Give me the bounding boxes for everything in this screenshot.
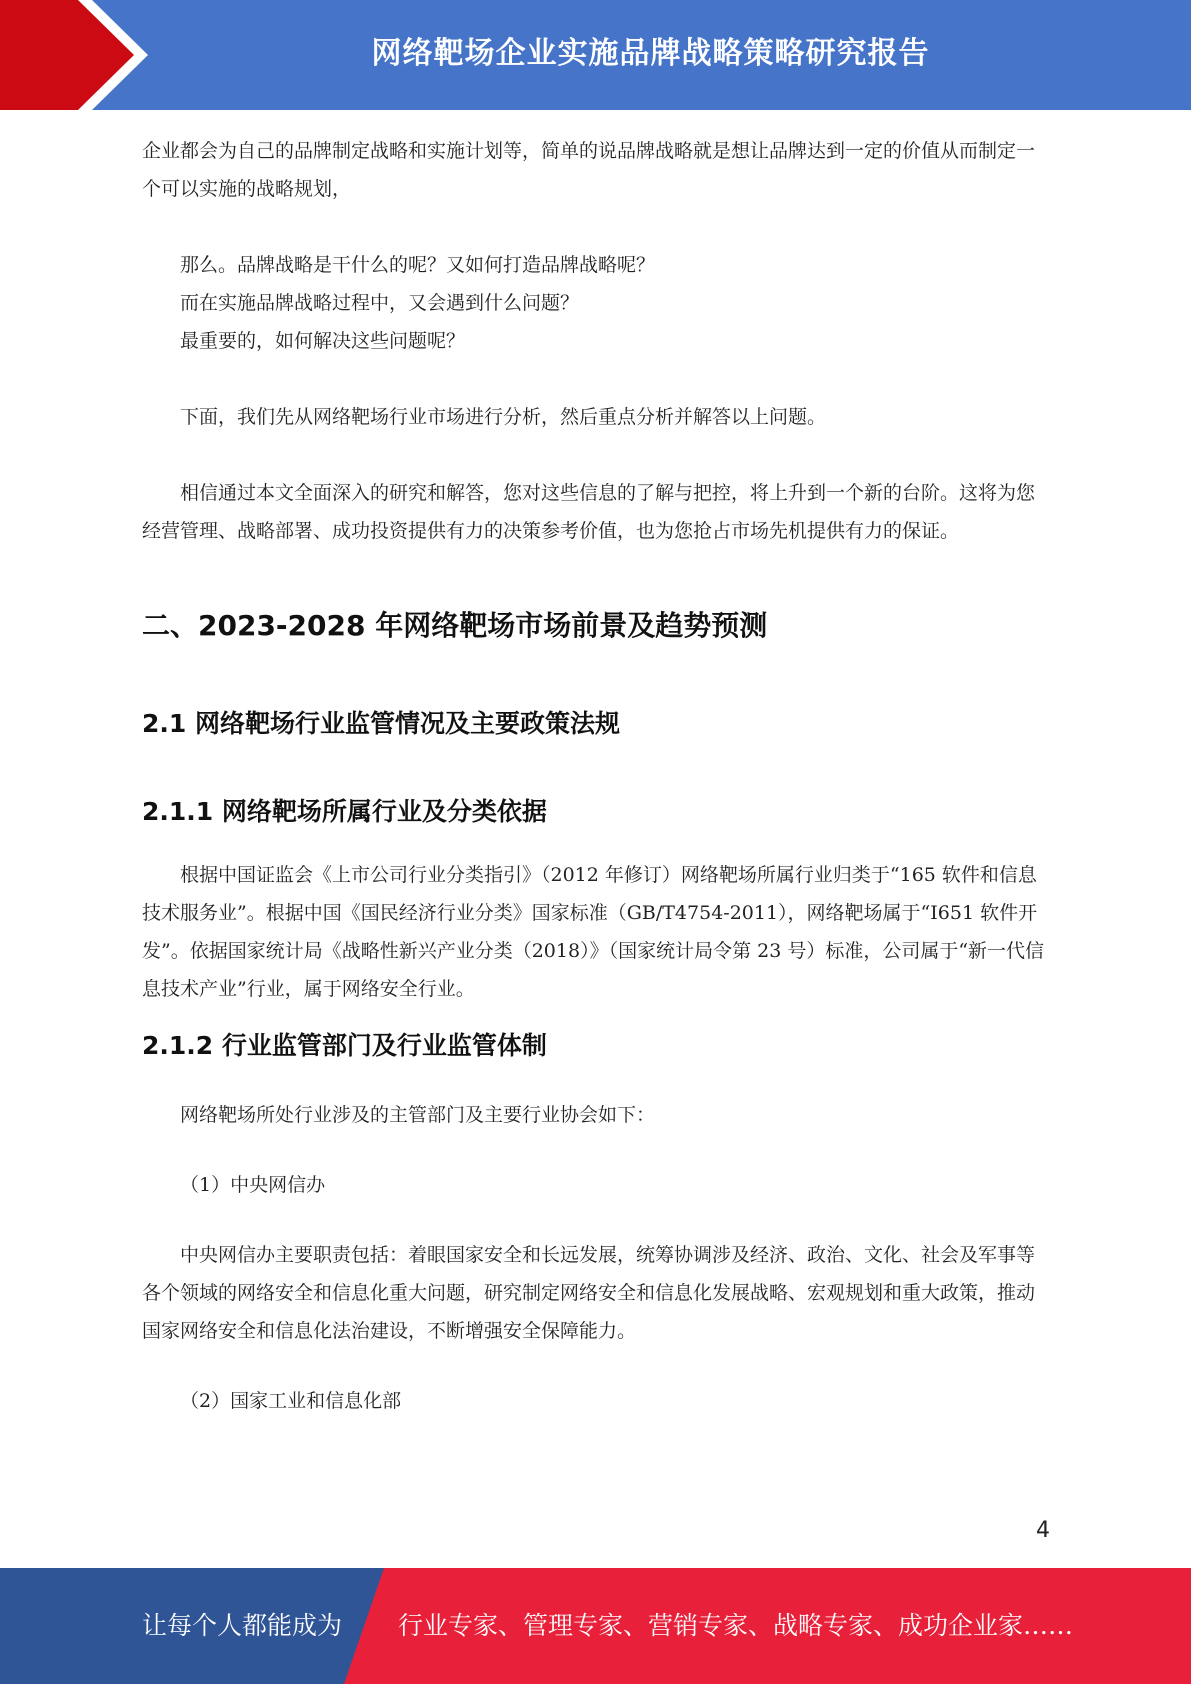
classification-paragraph: 根据中国证监会《上市公司行业分类指引》（2012 年修订）网络靶场所属行业归类于“165 软件和信息技术服务业”。根据中国《国民经济行业分类》国家标准（GB/T4754-2011），网络靶场属于“I651 软件开发”。依据国家统计局《战略性新兴产业分类（2018）》（国家统计局令第 23 号）标准，公司属于“新一代信息技术产业”行业，属于网络安全行业。 xyxy=(142,864,1045,1000)
subsubsection-heading: 2.1.1 网络靶场所属行业及分类依据 xyxy=(142,797,547,826)
authorities-lead: 网络靶场所处行业涉及的主管部门及主要行业协会如下： xyxy=(180,1104,656,1126)
section-heading: 二、2023-2028 年网络靶场市场前景及趋势预测 xyxy=(142,609,768,642)
question-item: 最重要的，如何解决这些问题呢？ xyxy=(180,330,466,352)
authority-item-title: （2）国家工业和信息化部 xyxy=(180,1390,402,1412)
question-item: 那么。品牌战略是干什么的呢？又如何打造品牌战略呢？ xyxy=(180,254,656,276)
page-number: 4 xyxy=(1036,1518,1050,1543)
subsection-heading: 2.1 网络靶场行业监管情况及主要政策法规 xyxy=(142,709,620,738)
questions-list xyxy=(142,246,1048,360)
footer-slogan-right: 行业专家、管理专家、营销专家、战略专家、成功企业家…… xyxy=(398,1611,1074,1640)
authority-item-description: 中央网信办主要职责包括：着眼国家安全和长远发展，统筹协调涉及经济、政治、文化、社会及军事等各个领域的网络安全和信息化重大问题，研究制定网络安全和信息化发展战略、宏观规划和重大政策，推动国家网络安全和信息化法治建设，不断增强安全保障能力。 xyxy=(142,1244,1036,1342)
subsubsection-heading: 2.1.2 行业监管部门及行业监管体制 xyxy=(142,1031,547,1060)
question-item: 而在实施品牌战略过程中，又会遇到什么问题？ xyxy=(180,292,580,314)
assurance-paragraph: 相信通过本文全面深入的研究和解答，您对这些信息的了解与把控，将上升到一个新的台阶。这将为您经营管理、战略部署、成功投资提供有力的决策参考价值，也为您抢占市场先机提供有力的保证。 xyxy=(142,482,1036,542)
page-content xyxy=(142,132,1048,1420)
intro-paragraph: 企业都会为自己的品牌制定战略和实施计划等，简单的说品牌战略就是想让品牌达到一定的价值从而制定一个可以实施的战略规划， xyxy=(142,140,1036,200)
report-title: 网络靶场企业实施品牌战略策略研究报告 xyxy=(371,36,930,71)
footer-slogan-left: 让每个人都能成为 xyxy=(142,1611,343,1640)
transition-paragraph: 下面，我们先从网络靶场行业市场进行分析，然后重点分析并解答以上问题。 xyxy=(180,406,827,428)
authority-item-title: （1）中央网信办 xyxy=(180,1174,326,1196)
